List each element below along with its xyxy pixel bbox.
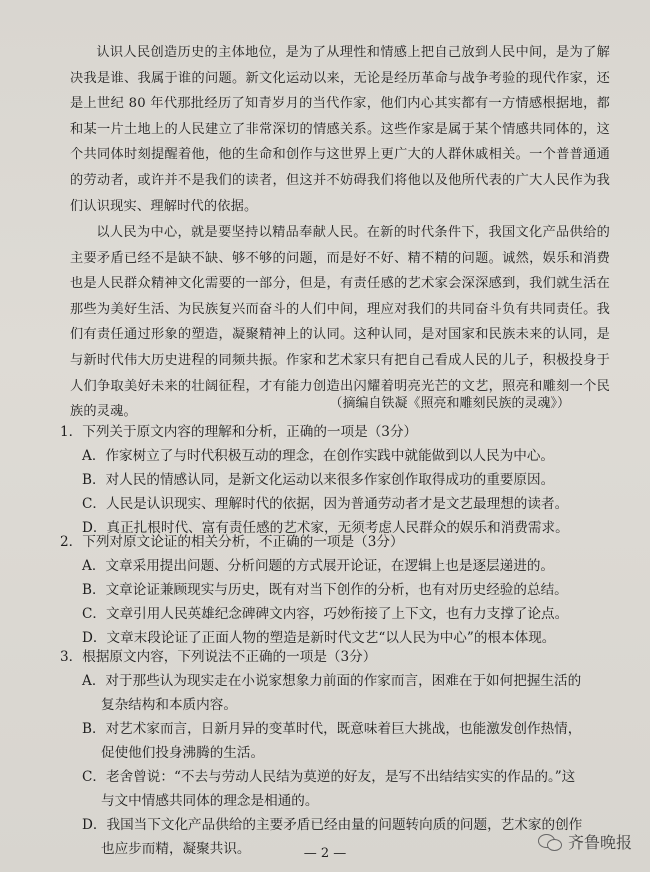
question-stem: 1．下列关于原文内容的理解和分析，正确的一项是（3分） — [60, 424, 418, 440]
option-b: B．对艺术家而言，日新月异的变革时代，既意味着巨大挑战，也能激发创作热情， — [82, 721, 582, 737]
passage-source: （摘编自铁凝《照亮和雕刻民族的灵魂》） — [329, 396, 570, 411]
passage-paragraph-2: 以人民为中心，就是要坚持以精品奉献人民。在新的时代条件下，我国文化产品供给的主要矛盾已经不是缺不缺、够不够的问题，而是好不好、精不精的问题。诚然，娱乐和消费也是人民群众精神文化需要的一部分，但是，有责任感的艺术家会深深感到，我们就生活在那些为美好生活、为民族复兴而奋斗的人们中间，理应对我们的共同奋斗负有共同责任。我们有责任通过形象的塑造，凝聚精神上的认同。这种认同，是对国家和民族未来的认同，是与新时代伟大历史进程的同频共振。作家和艺术家只有把自己看成人民的儿子，积极投身于人们争取美好未来的壮阔征程，才有能力创造出闪耀着明亮光芒的文艺，照亮和雕刻一个民族的灵魂。 — [70, 225, 610, 420]
option-c: C．人民是认识现实、理解时代的依据，因为普通劳动者才是文艺最理想的读者。 — [82, 496, 569, 512]
question-3 — [60, 645, 620, 861]
watermark-brand: 齐鲁晚报 — [567, 833, 632, 852]
option-d: D．文章末段论证了正面人物的塑造是新时代文艺“以人民为中心”的根本体现。 — [82, 630, 556, 646]
option-a-continued: 复杂结构和本质内容。 — [101, 697, 237, 713]
passage-paragraph-1: 认识人民创造历史的主体地位，是为了从理性和情感上把自己放到人民中间，是为了解决我是谁、我属于谁的问题。新文化运动以来，无论是经历革命与战争考验的现代作家，还是上世纪 80 年代那批经历了知青岁月的当代作家，他们内心其实都有一方情感根据地，都和某一片土地上的人民建立了非常深切的情感关系。这些作家是属于某个情感共同体的，这个共同体时刻提醒着他，他的生命和创作与这世界上更广大的人群休戚相关。一个普普通通的劳动者，或许并不是我们的读者，但这并不妨碍我们将他以及他所代表的广大人民作为我们认识现实、理解时代的依据。 — [70, 45, 610, 214]
wechat-icon — [538, 832, 562, 852]
option-a: A．文章采用提出问题、分析问题的方式展开论证，在逻辑上也是逐层递进的。 — [82, 558, 555, 574]
option-a: A．对于那些认为现实走在小说家想象力前面的作家而言，困难在于如何把握生活的 — [82, 673, 582, 689]
option-c: C．文章引用人民英雄纪念碑碑文内容，巧妙衔接了上下文，也有力支撑了论点。 — [82, 606, 569, 622]
option-d: D．我国当下文化产品供给的主要矛盾已经由量的问题转向质的问题，艺术家的创作 — [82, 817, 583, 833]
option-c: C．老舍曾说：“不去与劳动人民结为莫逆的好友，是写不出结结实实的作品的。”这 — [82, 769, 576, 785]
source-watermark — [538, 830, 632, 853]
option-b: B．文章论证兼顾现实与历史，既有对当下创作的分析，也有对历史经验的总结。 — [82, 582, 568, 598]
option-b: B．对人民的情感认同，是新文化运动以来很多作家创作取得成功的重要原因。 — [82, 472, 555, 488]
question-2 — [60, 530, 620, 650]
page-number: — 2 — — [303, 846, 347, 861]
option-b-continued: 促使他们投身沸腾的生活。 — [101, 745, 265, 761]
question-stem: 2．下列对原文论证的相关分析，不正确的一项是（3分） — [60, 534, 404, 550]
question-stem: 3．根据原文内容，下列说法不正确的一项是（3分） — [60, 649, 377, 665]
question-1 — [60, 420, 620, 540]
option-c-continued: 与文中情感共同体的理念是相通的。 — [101, 793, 319, 809]
option-d-continued: 也应步而精，凝聚共识。 — [101, 841, 251, 857]
option-d: D．真正扎根时代、富有责任感的艺术家，无须考虑人民群众的娱乐和消费需求。 — [82, 520, 569, 536]
option-a: A．作家树立了与时代积极互动的理念，在创作实践中就能做到以人民为中心。 — [82, 448, 555, 464]
